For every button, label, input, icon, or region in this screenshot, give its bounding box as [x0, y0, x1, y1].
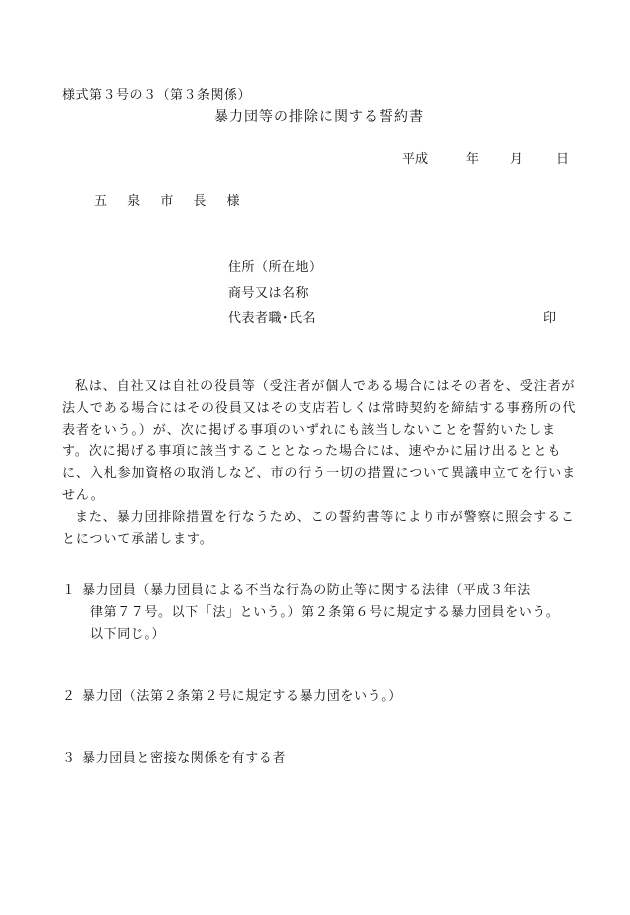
list-item [62, 748, 592, 770]
date-day-label: 日 [556, 152, 570, 167]
item-number: ２ [62, 689, 76, 704]
document-title: 暴力団等の排除に関する誓約書 [214, 109, 424, 125]
representative-label: 代表者職･氏名 [228, 311, 317, 326]
seal-mark: 印 [543, 311, 557, 326]
date-year-label: 年 [466, 152, 480, 167]
item-number: １ [62, 583, 76, 598]
date-month-label: 月 [510, 152, 524, 167]
item-text-line: 以下同じ。） [90, 627, 166, 642]
address-label: 住所（所在地） [228, 260, 323, 275]
item-text-line: 律第７７号。以下「法」という。）第２条第６号に規定する暴力団員をいう。 [90, 605, 560, 620]
addressee: 五 泉 市 長 様 [94, 194, 248, 209]
date-era: 平成 [402, 152, 429, 167]
item-text: 暴力団員と密接な関係を有する者 [82, 751, 287, 766]
trade-name-label: 商号又は名称 [228, 286, 310, 301]
item-number: ３ [62, 751, 76, 766]
form-number: 様式第３号の３（第３条関係） [62, 88, 252, 103]
list-item [62, 580, 592, 646]
list-item [62, 686, 592, 708]
item-text [62, 580, 592, 646]
pledge-paragraph-1: 私は、自社又は自社の役員等（受注者が個人である場合にはその者を、受注者が法人である場合にはその役員又はその支店若しくは常時契約を締結する事務所の代表者をいう。）が、次に掲げる事項のいずれにも該当しないことを誓約いたします。次に掲げる事項に該当することとなった場合には、速やかに届け出るとともに、入札参加資格の取消しなど、市の行う一切の措置について異議申立てを行いません。 [62, 379, 577, 503]
pledge-paragraph-2: また、暴力団排除措置を行なうため、この誓約書等により市が警察に照会することについて承諾します。 [62, 509, 575, 547]
item-text-line: 暴力団員（暴力団員による不当な行為の防止等に関する法律（平成３年法 [82, 583, 531, 598]
pledge-body [62, 376, 582, 550]
item-text: 暴力団（法第２条第２号に規定する暴力団をいう。） [82, 689, 402, 704]
